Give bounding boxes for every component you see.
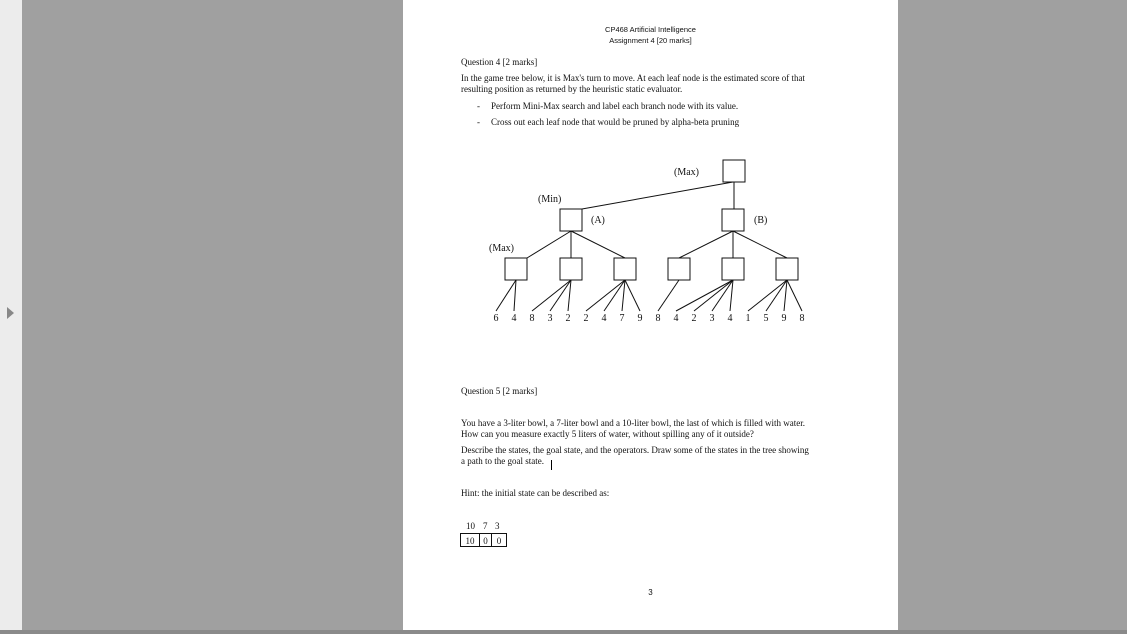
q5-p2-line1: Describe the states, the goal state, and the operators. Draw some of the states in the tree showing: [461, 445, 809, 455]
root-node: [723, 160, 745, 182]
max-node: [722, 258, 744, 280]
q4-title: Question 4 [2 marks]: [461, 57, 538, 67]
max-node: [614, 258, 636, 280]
expand-panel-icon[interactable]: [7, 307, 14, 319]
max-node: [560, 258, 582, 280]
leaf-value: 6: [493, 313, 499, 324]
leaf-value: 2: [691, 313, 697, 324]
leaf-value: 5: [763, 313, 769, 324]
leaf-value: 3: [709, 313, 715, 324]
leaf-value: 4: [673, 313, 679, 324]
q5-p1-line2: How can you measure exactly 5 liters of water, without spilling any of it outside?: [461, 429, 754, 439]
leaf-value: 2: [565, 313, 571, 324]
leaf-value: 8: [655, 313, 661, 324]
q5-title: Question 5 [2 marks]: [461, 386, 538, 396]
leaf-value: 7: [619, 313, 625, 324]
assignment-title: Assignment 4 [20 marks]: [609, 36, 692, 45]
course-title: CP468 Artificial Intelligence: [605, 25, 696, 34]
capacity-label: 10: [466, 521, 475, 531]
q4-intro-line1: In the game tree below, it is Max's turn to move. At each leaf node is the estimated score of that: [461, 73, 805, 83]
bullet-dash: -: [477, 101, 480, 111]
leaf-value: 9: [637, 313, 643, 324]
max-node: [776, 258, 798, 280]
leaf-values: [494, 313, 805, 324]
node-b-label: (B): [754, 215, 768, 226]
node-b: [722, 209, 744, 231]
state-cell: 0: [491, 533, 507, 547]
leaf-value: 4: [511, 313, 517, 324]
min-level-label: (Min): [538, 194, 562, 205]
game-tree: [403, 0, 898, 340]
max-level-label: (Max): [489, 243, 514, 254]
root-max-label: (Max): [674, 167, 699, 178]
capacity-label: 3: [495, 521, 500, 531]
q4-bullet2: Cross out each leaf node that would be pruned by alpha-beta pruning: [491, 117, 740, 127]
bottom-scrollbar[interactable]: [0, 630, 1127, 634]
max-node: [668, 258, 690, 280]
node-a: [560, 209, 582, 231]
leaf-value: 3: [547, 313, 553, 324]
leaf-value: 2: [583, 313, 589, 324]
leaf-value: 4: [727, 313, 733, 324]
q4-intro-line2: resulting position as returned by the heuristic static evaluator.: [461, 84, 683, 94]
leaf-value: 8: [529, 313, 535, 324]
q4-bullet1: Perform Mini-Max search and label each branch node with its value.: [491, 101, 739, 111]
state-cell: 0: [479, 533, 492, 547]
q5-p2-line2: a path to the goal state.: [461, 456, 544, 466]
leaf-value: 4: [601, 313, 607, 324]
leaf-value: 8: [799, 313, 805, 324]
text-cursor: [551, 460, 552, 470]
q5-p1-line1: You have a 3-liter bowl, a 7-liter bowl and a 10-liter bowl, the last of which is filled with water.: [461, 418, 806, 428]
state-cell: 10: [460, 533, 480, 547]
capacity-label: 7: [483, 521, 488, 531]
max-node: [505, 258, 527, 280]
bullet-dash: -: [477, 117, 480, 127]
page-number: 3: [648, 588, 653, 597]
node-a-label: (A): [591, 215, 605, 226]
leaf-value: 9: [781, 313, 787, 324]
q5-hint: Hint: the initial state can be described as:: [461, 488, 610, 498]
leaf-value: 1: [745, 313, 751, 324]
document-page: [403, 0, 898, 632]
